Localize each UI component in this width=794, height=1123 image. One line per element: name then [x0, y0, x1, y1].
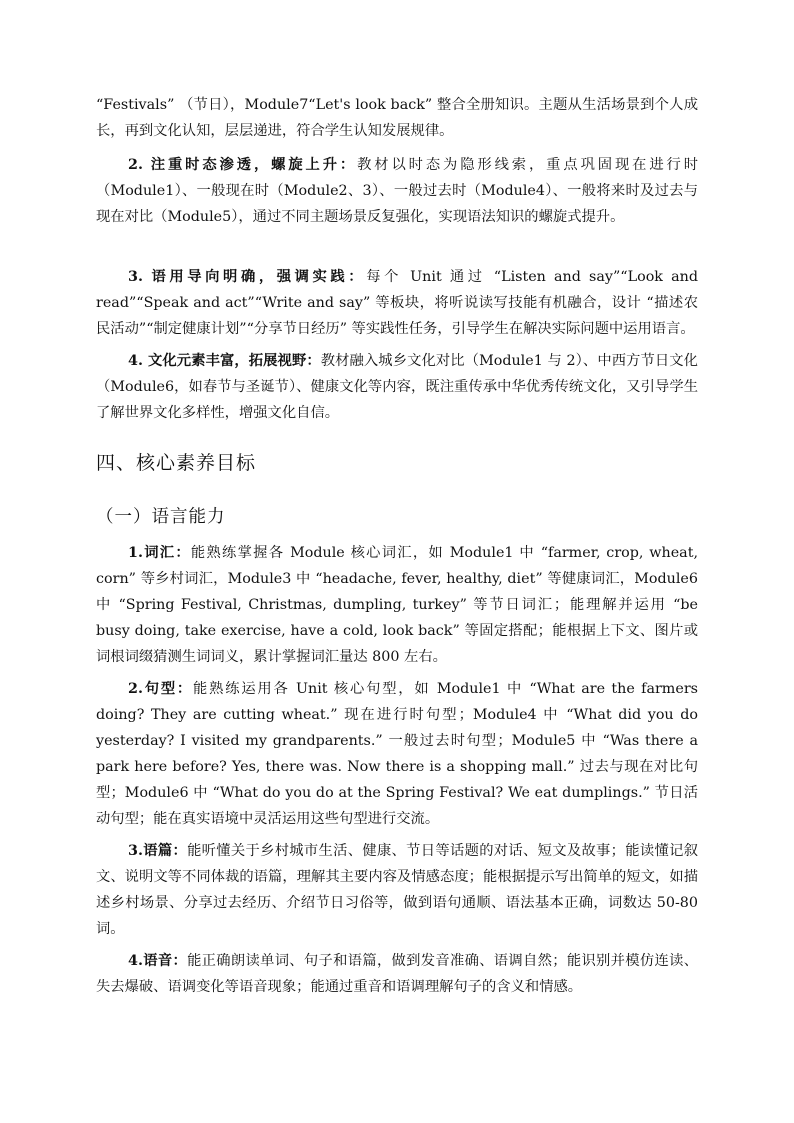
goal-body: 能听懂关于乡村城市生活、健康、节日等话题的对话、短文及故事；能读懂记叙文、说明文等不同体裁的语篇，理解其主要内容及情感态度；能根据提示写出简单的短文，如描述乡村场景、分享过去经历、介绍节日习俗等，做到语句通顺、语法基本正确，词数达 50-80 词。 — [96, 843, 698, 937]
feature-body: 教材融入城乡文化对比（Module1 与 2）、中西方节日文化（Module6，如春节与圣诞节）、健康文化等内容，既注重传承中华优秀传统文化，又引导学生了解世界文化多样性，增强文化自信。 — [96, 353, 698, 421]
goal-paragraph-sentence — [96, 676, 698, 832]
goal-body: 能熟练掌握各 Module 核心词汇，如 Module1 中 “farmer, crop, wheat, corn” 等乡村词汇，Module3 中 “headache, fever, healthy, diet” 等健康词汇，Module6 中 “Spring Festival, Christmas, dumpling, turkey” 等节日词汇；能理解并运用 “be busy doing, take exercise, have a cold, look back” 等固定搭配；能根据上下文、图片或词根词缀猜测生词词义，累计掌握词汇量达 800 左右。 — [96, 545, 698, 665]
goal-body: 能正确朗读单词、句子和语篇，做到发音准确、语调自然；能识别并模仿连读、失去爆破、语调变化等语音现象；能通过重音和语调理解句子的含义和情感。 — [96, 953, 698, 995]
goal-body: 能熟练运用各 Unit 核心句型，如 Module1 中 “What are the farmers doing? They are cutting wheat.” 现在进行时句型；Module4 中 “What did you do yesterday? I visited my grandparents.” 一般过去时句型；Module5 中 “Was there a park here before? Yes, there was. Now there is a shopping mall.” 过去与现在对比句型；Module6 中 “What do you do at the Spring Festival? We eat dumplings.” 节日活动句型；能在真实语境中灵活运用这些句型进行交流。 — [96, 681, 698, 827]
feature-lead: 4. 文化元素丰富，拓展视野： — [128, 353, 321, 369]
goal-paragraph-phonetics — [96, 948, 698, 1000]
goal-lead: 2.句型： — [128, 681, 194, 697]
feature-body: 教材以时态为隐形线索，重点巩固现在进行时（Module1）、一般现在时（Module2、3）、一般过去时（Module4）、一般将来时及过去与现在对比（Module5），通过不同主题场景反复强化，实现语法知识的螺旋式提升。 — [96, 157, 699, 225]
feature-paragraph-2 — [96, 152, 698, 230]
feature-lead: 2. 注重时态渗透，螺旋上升： — [128, 157, 358, 173]
goal-lead: 1.词汇： — [128, 545, 191, 561]
goal-lead: 4.语音： — [128, 953, 188, 969]
feature-body: 每个 Unit 通过 “Listen and say”“Look and read”“Speak and act”“Write and say” 等板块，将听说读写技能有机融合，设计 “描述农民活动”“制定健康计划”“分享节日经历” 等实践性任务，引导学生在解决实际问题中运用语言。 — [96, 269, 698, 337]
goal-paragraph-discourse — [96, 838, 698, 942]
feature-lead: 3. 语用导向明确，强调实践： — [128, 269, 367, 285]
intro-paragraph: “Festivals” （节日），Module7“Let's look back” 整合全册知识。主题从生活场景到个人成长，再到文化认知，层层递进，符合学生认知发展规律。 — [96, 97, 698, 139]
feature-paragraph-4 — [96, 348, 698, 426]
section-heading: 四、核心素养目标 — [96, 452, 257, 474]
goal-paragraph-vocabulary — [96, 540, 698, 670]
feature-paragraph-3 — [96, 264, 698, 342]
goal-lead: 3.语篇： — [128, 843, 188, 859]
subsection-heading: （一）语言能力 — [96, 507, 226, 527]
